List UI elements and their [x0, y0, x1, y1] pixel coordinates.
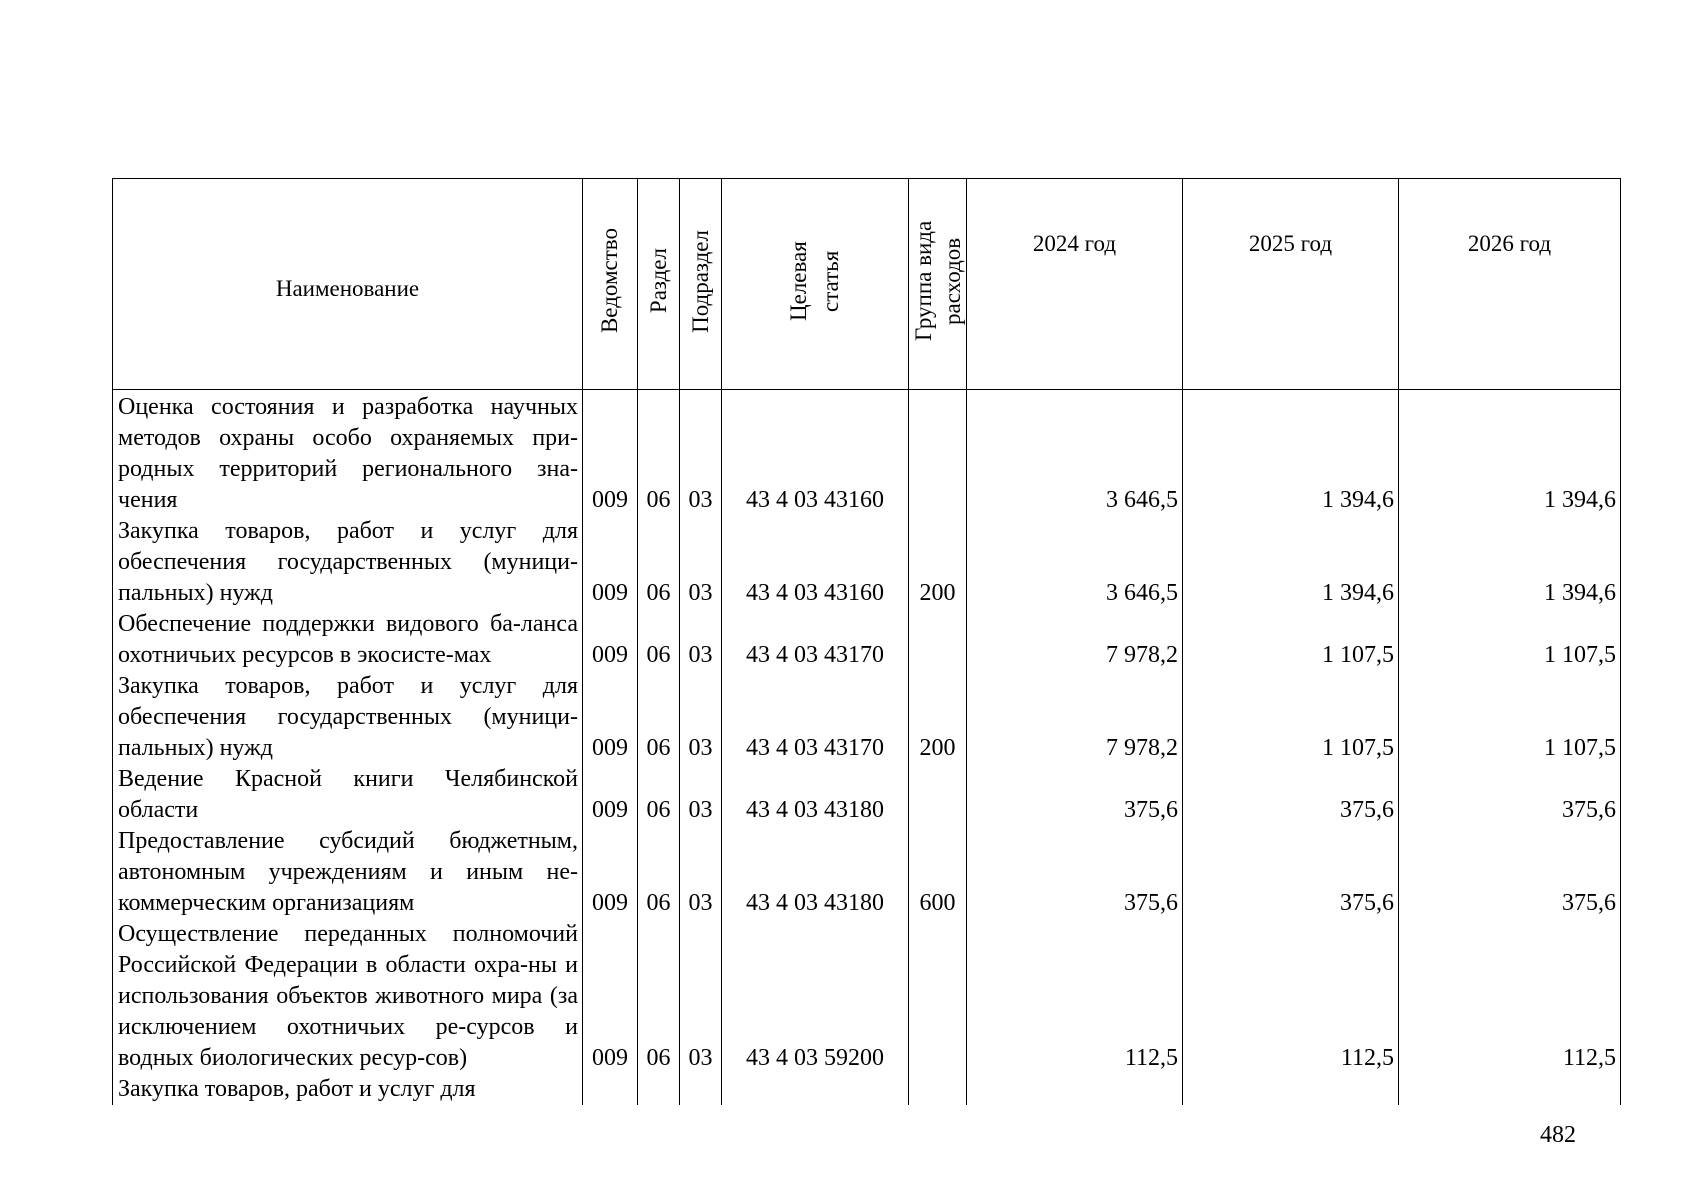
row-2025: 375,6	[1183, 764, 1399, 826]
header-2026: 2026 год	[1399, 179, 1621, 390]
row-name: Оценка состояния и разработка научных методов охраны особо охраняемых при-родных территорий регионального зна-чения	[113, 390, 583, 517]
table-row	[113, 919, 1621, 1074]
row-2024: 375,6	[967, 826, 1183, 919]
row-2025: 1 107,5	[1183, 609, 1399, 671]
row-gruppa	[909, 1074, 967, 1105]
header-gruppa-vida-rashodov: Группа вида расходов	[909, 179, 967, 390]
row-gruppa: 600	[909, 826, 967, 919]
row-name: Обеспечение поддержки видового ба-ланса охотничьих ресурсов в экосисте-мах	[113, 609, 583, 671]
row-razdel: 06	[638, 919, 680, 1074]
row-ved: 009	[583, 390, 638, 517]
row-2025: 112,5	[1183, 919, 1399, 1074]
table-row	[113, 609, 1621, 671]
row-podrazdel: 03	[680, 671, 722, 764]
row-gruppa: 200	[909, 671, 967, 764]
header-2025: 2025 год	[1183, 179, 1399, 390]
row-razdel	[638, 1074, 680, 1105]
row-ved: 009	[583, 671, 638, 764]
row-razdel: 06	[638, 516, 680, 609]
row-2026: 375,6	[1399, 764, 1621, 826]
row-celevaya: 43 4 03 43160	[722, 390, 909, 517]
row-ved: 009	[583, 919, 638, 1074]
row-name: Предоставление субсидий бюджетным, автономным учреждениям и иным не-коммерческим организациям	[113, 826, 583, 919]
row-2025: 1 394,6	[1183, 390, 1399, 517]
row-2026: 1 394,6	[1399, 390, 1621, 517]
row-2024: 7 978,2	[967, 671, 1183, 764]
row-name: Ведение Красной книги Челябинской области	[113, 764, 583, 826]
row-razdel: 06	[638, 826, 680, 919]
row-celevaya: 43 4 03 59200	[722, 919, 909, 1074]
row-2025: 1 107,5	[1183, 671, 1399, 764]
row-celevaya: 43 4 03 43170	[722, 671, 909, 764]
page-number: 482	[1540, 1122, 1576, 1148]
row-2024: 3 646,5	[967, 390, 1183, 517]
row-podrazdel	[680, 1074, 722, 1105]
row-celevaya: 43 4 03 43160	[722, 516, 909, 609]
row-razdel: 06	[638, 609, 680, 671]
row-gruppa	[909, 919, 967, 1074]
row-podrazdel: 03	[680, 516, 722, 609]
row-2024: 375,6	[967, 764, 1183, 826]
row-2025	[1183, 1074, 1399, 1105]
row-razdel: 06	[638, 671, 680, 764]
row-2024	[967, 1074, 1183, 1105]
row-2026: 375,6	[1399, 826, 1621, 919]
row-ved: 009	[583, 516, 638, 609]
header-podrazdel: Подраздел	[680, 179, 722, 390]
table-header	[113, 179, 1621, 390]
budget-table	[112, 178, 1621, 1105]
row-2025: 1 394,6	[1183, 516, 1399, 609]
row-gruppa	[909, 390, 967, 517]
table-body	[113, 390, 1621, 1106]
row-name: Закупка товаров, работ и услуг для	[113, 1074, 583, 1105]
row-2024: 7 978,2	[967, 609, 1183, 671]
row-name: Закупка товаров, работ и услуг для обеспечения государственных (муници-пальных) нужд	[113, 516, 583, 609]
row-razdel: 06	[638, 390, 680, 517]
row-podrazdel: 03	[680, 609, 722, 671]
table-row	[113, 826, 1621, 919]
budget-table-container	[112, 178, 1621, 1105]
row-name: Закупка товаров, работ и услуг для обеспечения государственных (муници-пальных) нужд	[113, 671, 583, 764]
row-gruppa: 200	[909, 516, 967, 609]
row-2026	[1399, 1074, 1621, 1105]
table-row	[113, 671, 1621, 764]
row-celevaya	[722, 1074, 909, 1105]
row-podrazdel: 03	[680, 826, 722, 919]
table-row	[113, 516, 1621, 609]
row-name: Осуществление переданных полномочий Российской Федерации в области охра-ны и использования объектов животного мира (за исключением охотничьих ре-сурсов и водных биологических ресур-сов)	[113, 919, 583, 1074]
row-celevaya: 43 4 03 43180	[722, 826, 909, 919]
table-row	[113, 764, 1621, 826]
row-2025: 375,6	[1183, 826, 1399, 919]
row-podrazdel: 03	[680, 390, 722, 517]
row-2026: 112,5	[1399, 919, 1621, 1074]
row-2024: 112,5	[967, 919, 1183, 1074]
header-2024: 2024 год	[967, 179, 1183, 390]
table-row	[113, 1074, 1621, 1105]
row-podrazdel: 03	[680, 764, 722, 826]
row-2026: 1 107,5	[1399, 609, 1621, 671]
row-2026: 1 394,6	[1399, 516, 1621, 609]
row-ved: 009	[583, 826, 638, 919]
header-name: Наименование	[113, 179, 583, 390]
row-razdel: 06	[638, 764, 680, 826]
table-row	[113, 390, 1621, 517]
header-razdel: Раздел	[638, 179, 680, 390]
row-2024: 3 646,5	[967, 516, 1183, 609]
row-ved: 009	[583, 609, 638, 671]
row-podrazdel: 03	[680, 919, 722, 1074]
row-gruppa	[909, 609, 967, 671]
row-ved	[583, 1074, 638, 1105]
header-vedomstvo: Ведомство	[583, 179, 638, 390]
row-ved: 009	[583, 764, 638, 826]
row-gruppa	[909, 764, 967, 826]
row-celevaya: 43 4 03 43170	[722, 609, 909, 671]
header-celevaya-statya: Целевая статья	[722, 179, 909, 390]
row-2026: 1 107,5	[1399, 671, 1621, 764]
row-celevaya: 43 4 03 43180	[722, 764, 909, 826]
